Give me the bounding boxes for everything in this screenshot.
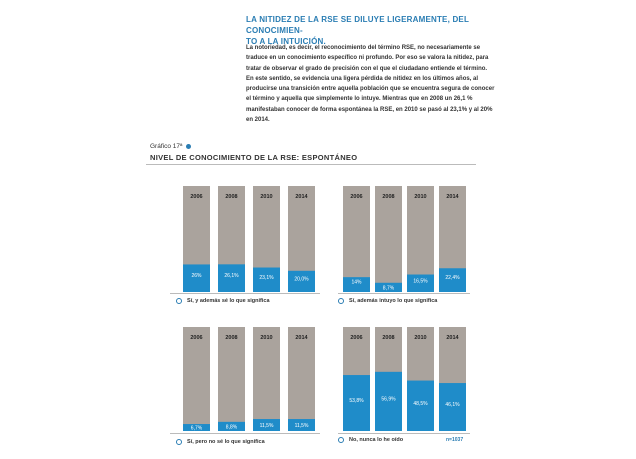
figure-dot-icon — [186, 144, 191, 149]
tick-label-2008: 2008 — [225, 194, 238, 200]
data-label-2010: 11,5% — [259, 423, 274, 430]
data-label-2008: 8,8% — [225, 424, 238, 431]
data-label-2014: 20,0% — [294, 276, 309, 283]
section-heading: LA NITIDEZ DE LA RSE SE DILUYE LIGERAMENTE, DEL CONOCIMIEN- TO A LA INTUICIÓN. — [246, 15, 469, 46]
tick-label-2006: 2006 — [190, 194, 203, 200]
tick-label-2010: 2010 — [414, 335, 427, 341]
bar-background-2010 — [253, 327, 280, 431]
figure-label — [150, 143, 191, 150]
sample-size-note: n=1037 — [446, 437, 464, 443]
chart-svg-never-heard — [343, 327, 468, 431]
legend-dot-icon — [338, 298, 344, 304]
data-label-2008: 56,9% — [381, 396, 396, 403]
tick-label-2014: 2014 — [446, 194, 459, 200]
chart-svg-intuit — [343, 186, 468, 296]
data-label-2006: 6,7% — [190, 425, 203, 432]
tick-label-2008: 2008 — [225, 335, 238, 341]
data-label-2008: 8,7% — [382, 285, 395, 292]
bar-background-2006 — [343, 186, 370, 292]
chart-rule-known — [170, 293, 320, 294]
legend-dot-icon — [338, 437, 344, 443]
chart-svg-known — [183, 186, 318, 296]
tick-label-2014: 2014 — [446, 335, 459, 341]
bar-background-2014 — [288, 327, 315, 431]
chart-svg-unknown-meaning — [183, 327, 318, 431]
legend-label-unknown-meaning: Sí, pero no sé lo que significa — [187, 439, 265, 445]
bar-background-2006 — [183, 327, 210, 431]
chart-panel-intuit — [343, 186, 468, 296]
bar-background-2008 — [375, 186, 402, 292]
tick-label-2006: 2006 — [350, 194, 363, 200]
tick-label-2008: 2008 — [382, 194, 395, 200]
tick-label-2006: 2006 — [350, 335, 363, 341]
tick-label-2010: 2010 — [260, 335, 273, 341]
data-label-2006: 53,8% — [349, 398, 364, 405]
data-label-2014: 46,1% — [445, 402, 460, 409]
legend-label-known: Sí, y además sé lo que significa — [187, 298, 270, 304]
legend-label-never-heard: No, nunca lo he oído — [349, 437, 404, 443]
legend-unknown-meaning — [176, 439, 265, 445]
tick-label-2014: 2014 — [295, 194, 308, 200]
legend-dot-icon — [176, 439, 182, 445]
tick-label-2010: 2010 — [414, 194, 427, 200]
data-label-2010: 23,1% — [259, 274, 274, 281]
figure-label-text: Gráfico 17ª — [150, 143, 183, 150]
data-label-2006: 26% — [191, 273, 202, 280]
chart-panel-never-heard — [343, 327, 468, 431]
chart-rule-never-heard — [338, 433, 470, 434]
data-label-2006: 14% — [351, 279, 362, 286]
bar-background-2008 — [218, 327, 245, 431]
legend-known — [176, 298, 270, 304]
data-label-2014: 22,4% — [445, 275, 460, 282]
legend-label-intuit: Sí, además intuyo lo que significa — [349, 298, 438, 304]
legend-never-heard — [338, 437, 403, 443]
legend-intuit — [338, 298, 437, 304]
data-label-2014: 11,5% — [294, 423, 309, 430]
tick-label-2008: 2008 — [382, 335, 395, 341]
legend-dot-icon — [176, 298, 182, 304]
chart-rule-unknown-meaning — [170, 433, 320, 434]
data-label-2010: 48,5% — [413, 400, 428, 407]
chart-panel-known — [183, 186, 318, 296]
data-label-2008: 26,1% — [224, 273, 239, 280]
chart-panel-unknown-meaning — [183, 327, 318, 431]
tick-label-2010: 2010 — [260, 194, 273, 200]
chart-rule-intuit — [338, 293, 470, 294]
body-paragraph: La notoriedad, es decir, el reconocimiento del término RSE, no necesariamente se traduce en un conocimiento específico ni profundo. Por eso se valora la nitidez, para tratar de observar el grado de precisión con el que el ciudadano entiende el término. En este sentido, se evidencia una ligera pérdida de nitidez en los últimos años, al producirse una transición entre aquella población que se encuentra segura de conocer el término y aquella que simplemente lo intuye. Mientras que en 2008 un 26,1 % manifestaban conocer de forma espontánea la RSE, en 2010 se pasó al 23,1% y al 20% en 2014. — [246, 45, 495, 124]
data-label-2010: 16,5% — [413, 278, 428, 285]
tick-label-2006: 2006 — [190, 335, 203, 341]
tick-label-2014: 2014 — [295, 335, 308, 341]
figure-title-rule — [146, 164, 476, 165]
figure-title: NIVEL DE CONOCIMIENTO DE LA RSE: ESPONTÁNEO — [150, 153, 358, 162]
